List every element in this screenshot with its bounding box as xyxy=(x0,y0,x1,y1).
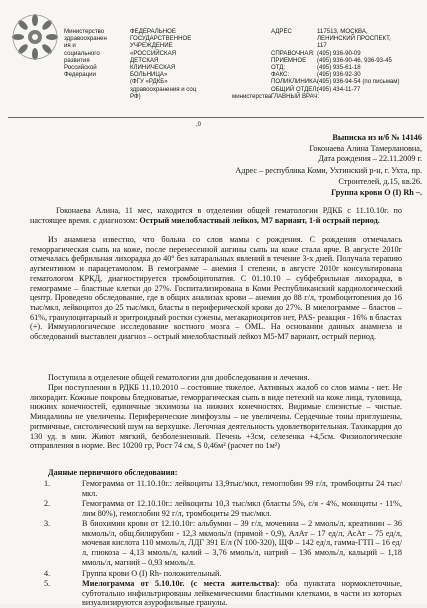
contact-value: (495) 434-11-77 xyxy=(317,85,361,93)
department-label: министерства xyxy=(232,93,272,100)
extract-title: Выписка из и/б № 14146 xyxy=(332,133,422,142)
list-number: 4. xyxy=(44,569,51,578)
ministry-line: Российской xyxy=(64,64,97,72)
exam-title: Данные первичного обследования: xyxy=(48,468,178,477)
list-text-rest: : оба пунктата нормоклеточные, субтотально инфильтрированы лейкемическими бластными клетками, в части из которых визуализируются азурофильные гранулы. xyxy=(82,579,402,608)
list-number: 5. xyxy=(44,579,51,588)
list-number: 3. xyxy=(44,519,51,528)
header-divider xyxy=(8,117,424,118)
patient-name: Гоконаева Алина Тамерлановна, xyxy=(309,144,422,153)
address-line-2: Строителей, д.15, кв.26. xyxy=(338,177,422,186)
list-lead: Миелограмма от 5.10.10г. (с места жительства) xyxy=(82,579,278,588)
hospital-line: УЧРЕЖДЕНИЕ xyxy=(130,42,173,50)
contact-label: ПОЛИКЛИНИКА: xyxy=(271,78,319,86)
hospital-line: БОЛЬНИЦА» xyxy=(130,71,168,79)
ministry-line: здравоохранен xyxy=(64,35,107,43)
intro-text: Гоконаева Алина, 11 мес, находится в отделении общей гематологии РДКБ с 11.10.10г. по настоящее время. с диагнозом: xyxy=(30,206,402,225)
contact-value: (495) 936-90-46, 936-93-45 xyxy=(317,56,392,64)
ministry-line: Федерации xyxy=(64,71,96,79)
hospital-rf: РФ) xyxy=(130,92,141,100)
list-text: Гемограмма от 12.10.10г.: лейкоциты 10,3 тыс/мкл (бласты 5%, с/я - 4%, моноциты - 11%, лим 80%), гемоглобин 92 г/л, тромбоциты 29 тыс/мкл. xyxy=(82,499,402,518)
contact-value: (495) 935-61-18 xyxy=(317,64,361,72)
hospital-line: (ФГУ «РДКБ» xyxy=(130,78,168,86)
contact-labels xyxy=(271,28,320,100)
blood-group: Группа крови O (I) Rh –. xyxy=(331,188,422,197)
date-of-birth: Дата рождения – 22.11.2009 г. xyxy=(318,154,422,163)
contact-value: 117 xyxy=(317,42,327,50)
contact-label: ОТД: xyxy=(271,64,286,72)
letterhead xyxy=(0,6,427,120)
contact-value: (495) 936-90-09 xyxy=(317,49,361,57)
contact-label xyxy=(271,35,317,42)
contact-values xyxy=(317,28,425,93)
anamnesis-paragraph: Из анамнеза известно, что больна со слов мамы с рождения. С рождения отмечалась геморрагическая сыпь на коже, после перенесенной ангины сыпь на коже стала ярче. В августе 2010г отмечалась фебрильная лихорадка до 40° без катаральных явлений в течение 3-х дней. Получала терапию аугментином и парацетамолом. В гемограмме – анемия I степени, в августе 2010г консультирована гематологом КРКД, диагностируется тромбоцитопатия. С 01.10.10 – субфебрильная лихорадка, в гемограмме – бластные клетки до 27%. Госпитализирована в Коми Республиканский кардиологический центр. Проведено обследование, где в общих анализах крови – анемия до 88 г/л, тромбоцитопения до 16 тыс/мкл, лейкоцитоз до 25 тыс/мкл, бласты в периферической крови до 27%. В миелограмме – бластов – 61%, гранулоцитарный и эритроидный ростки сужены, мегакариоцитов нет, PAS- реакция - 16% в бластах (+). Иммунологическое исследование костного мозга – OML. На основании данных анамнеза и обследований выставлен диагноз – острый миелобластный лейкоз М5-М7 вариант, острый период. xyxy=(30,235,402,342)
contact-label: АДРЕС xyxy=(271,28,292,35)
list-number: 1. xyxy=(44,479,51,488)
status-paragraph: При поступлении в РДКБ 11.10.2010 – состояние тяжелое. Активных жалоб со слов мамы - нет. Не лихорадит. Кожные покровы бледноватые, геморрагическая сыпь в виде петехий на коже лица, туловища, нижних конечностей, единичные экхимозы на нижних конечностях. Видимые слизистые – чистые. Миндалины не увеличены. Периферические лимфоузлы – не увеличены. Сердечные тоны приглушены, ритмичные, систолический шум на верхушке. Легочная деятельность удовлетворительная. Тахикардия до 130 уд. в мин. Живот мягкий, безболезненный. Печень +3см, селезенка +4,5см. Физиологические отправления в норме. Вес 10200 гр, Рост 74 см, S 0,46м² (расчет по 1м²) xyxy=(30,383,402,451)
contact-label: ПРИЕМНОЕ xyxy=(271,56,307,64)
hospital-note: здравоохранения и соц xyxy=(130,85,197,93)
contact-value: (495) 936-92-30 xyxy=(317,71,361,79)
hospital-line: ДЕТСКАЯ xyxy=(130,56,159,64)
hospital-line: КЛИНИЧЕСКАЯ xyxy=(130,64,176,72)
ministry-line: социального xyxy=(64,49,100,57)
header-mark: ,0 xyxy=(196,122,202,128)
contact-value: (495) 936-94-54 (по письмам) xyxy=(317,78,400,86)
intro-paragraph xyxy=(30,206,402,225)
ministry-line: ия и xyxy=(64,42,76,50)
list-text: В биохимии крови от 12.10.10г: альбумин – 39 г/л, мочевина – 2 ммоль/л, креатинин – 36 мкмоль/л, общ.билирубин - 12,3 мкмоль/л (прямой - 0,9), АлАт – 17 ед/л, АсАт – 75 ед/л, мочевая кислота 110 ммоль/л, ЛДГ 391 Е/л (N 100-320), ЩФ – 142 ед/л, гамма-ГТП – 16 ед/л, глюкоза – 4,13 ммоль/л, калий – 3,76 ммоль/л, натрий – 136 ммоль/л, кальций – 1,18 ммоль/л, магний – 0,93 ммоль/л. xyxy=(82,519,402,567)
contact-label: ГЛАВНЫЙ ВРАЧ: xyxy=(271,92,320,100)
ministry-line: развития xyxy=(64,56,90,64)
diagnosis: Острый миелобластный лейкоз, М7 вариант, 1-й острый период. xyxy=(139,215,380,225)
hospital-logo-icon xyxy=(10,12,60,62)
list-number: 2. xyxy=(44,499,51,508)
ministry-block xyxy=(64,28,122,78)
address-line-1: Адрес – республика Коми, Ухтинский р-н, г. Ухта, пр. xyxy=(235,166,422,175)
contact-label: ОБЩИЙ ОТДЕЛ: xyxy=(271,85,319,93)
hospital-block xyxy=(130,28,234,100)
admission-paragraph: Поступила в отделение общей гематологии для дообследования и лечения. xyxy=(48,373,310,382)
ministry-line: Министерство xyxy=(64,28,105,35)
list-text: Гемограмма от 11.10.10г.: лейкоциты 13,9тыс/мкл, гемоглобин 99 г/л, тромбоциты 24 тыс/мкл. xyxy=(82,479,402,498)
contact-label xyxy=(271,42,317,49)
hospital-line: ФЕДЕРАЛЬНОЕ xyxy=(130,28,176,35)
list-text: Группа крови O (I) Rh- положительный. xyxy=(82,569,222,578)
contact-value: 117513, МОСКВА, xyxy=(317,28,368,35)
contact-value: ЛЕНИНСКИЙ ПРОСПЕКТ, xyxy=(317,35,391,43)
contact-label: ФАКС: xyxy=(271,71,290,79)
hospital-line: «РОССИЙСКАЯ xyxy=(130,49,177,57)
hospital-line: ГОСУДАРСТВЕННОЕ xyxy=(130,35,192,43)
contact-label: СПРАВОЧНАЯ: xyxy=(271,49,315,57)
